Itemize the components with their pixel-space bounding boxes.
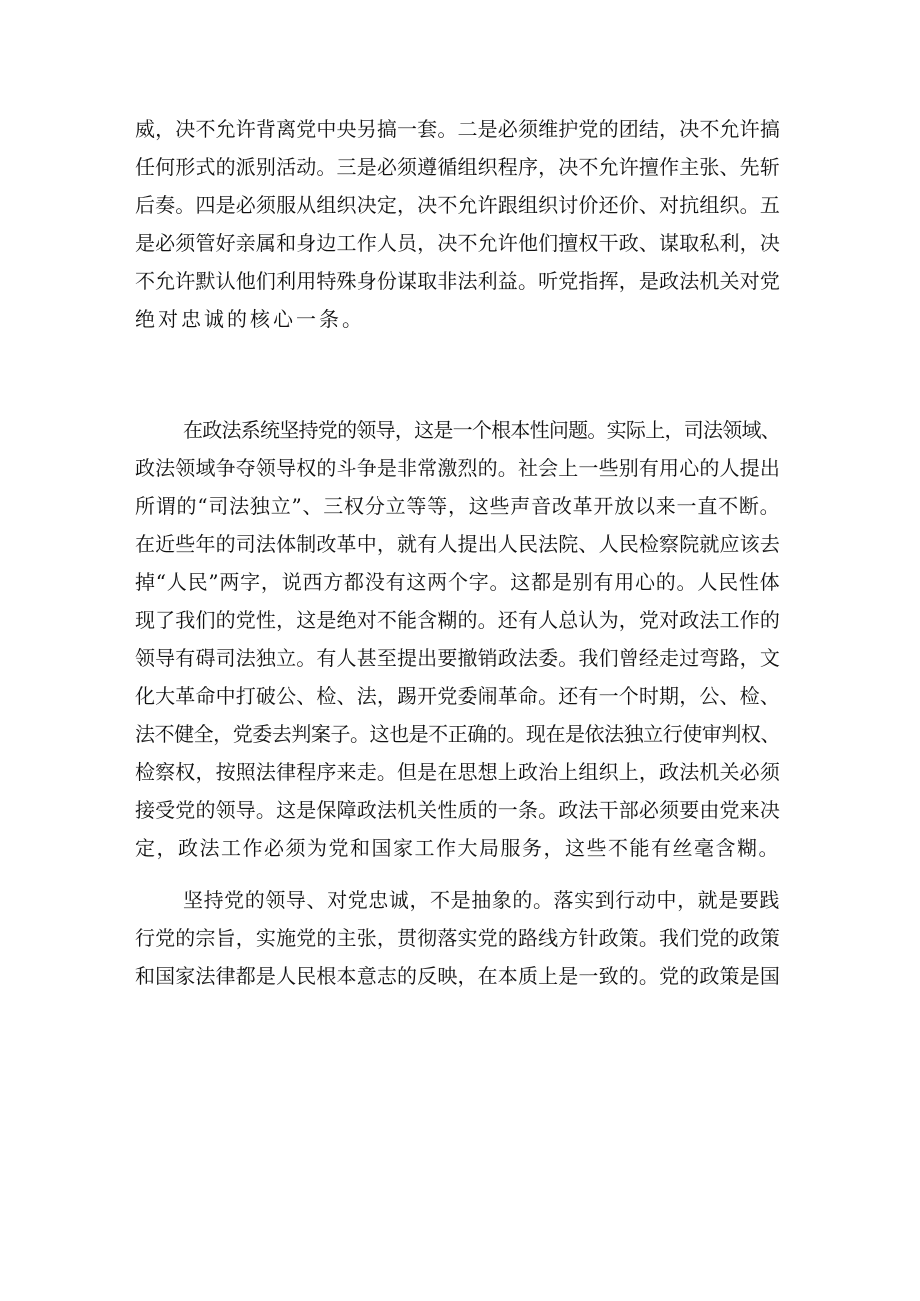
text-line: 所谓的“司法独立”、三权分立等等，这些声音改革开放以来一直不断。 — [135, 494, 781, 518]
text-line: 现了我们的党性，这是绝对不能含糊的。还有人总认为，党对政法工作的 — [135, 608, 780, 632]
text-line: 绝对忠诚的核心一条。 — [135, 307, 365, 331]
text-line: 坚持党的领导、对党忠诚，不是抽象的。落实到行动中，就是要践 — [183, 888, 780, 912]
text-line: 法不健全，党委去判案子。这也是不正确的。现在是依法独立行使审判权、 — [135, 722, 780, 746]
text-line: 和国家法律都是人民根本意志的反映，在本质上是一致的。党的政策是国 — [135, 964, 780, 988]
text-line: 定，政法工作必须为党和国家工作大局服务，这些不能有丝毫含糊。 — [135, 836, 780, 860]
text-line: 检察权，按照法律程序来走。但是在思想上政治上组织上，政法机关必须 — [135, 760, 780, 784]
text-line: 领导有碍司法独立。有人甚至提出要撤销政法委。我们曾经走过弯路，文 — [135, 646, 780, 670]
text-line: 化大革命中打破公、检、法，踢开党委闹革命。还有一个时期，公、检、 — [135, 684, 780, 708]
text-line: 接受党的领导。这是保障政法机关性质的一条。政法干部必须要由党来决 — [135, 798, 780, 822]
text-line: 行党的宗旨，实施党的主张，贯彻落实党的路线方针政策。我们党的政策 — [135, 926, 780, 950]
text-line: 是必须管好亲属和身边工作人员，决不允许他们擅权干政、谋取私利，决 — [135, 231, 780, 255]
text-line: 后奏。四是必须服从组织决定，决不允许跟组织讨价还价、对抗组织。五 — [135, 193, 780, 217]
text-line: 任何形式的派别活动。三是必须遵循组织程序，决不允许擅作主张、先斩 — [135, 155, 780, 179]
text-line: 威，决不允许背离党中央另搞一套。二是必须维护党的团结，决不允许搞 — [135, 117, 780, 141]
text-line: 不允许默认他们利用特殊身份谋取非法利益。听党指挥，是政法机关对党 — [135, 269, 780, 293]
text-line: 政法领域争夺领导权的斗争是非常激烈的。社会上一些别有用心的人提出 — [135, 456, 780, 480]
text-line: 在政法系统坚持党的领导，这是一个根本性问题。实际上，司法领域、 — [183, 418, 780, 442]
text-line: 掉“人民”两字，说西方都没有这两个字。这都是别有用心的。人民性体 — [135, 570, 781, 594]
text-line: 在近些年的司法体制改革中，就有人提出人民法院、人民检察院就应该去 — [135, 532, 780, 556]
